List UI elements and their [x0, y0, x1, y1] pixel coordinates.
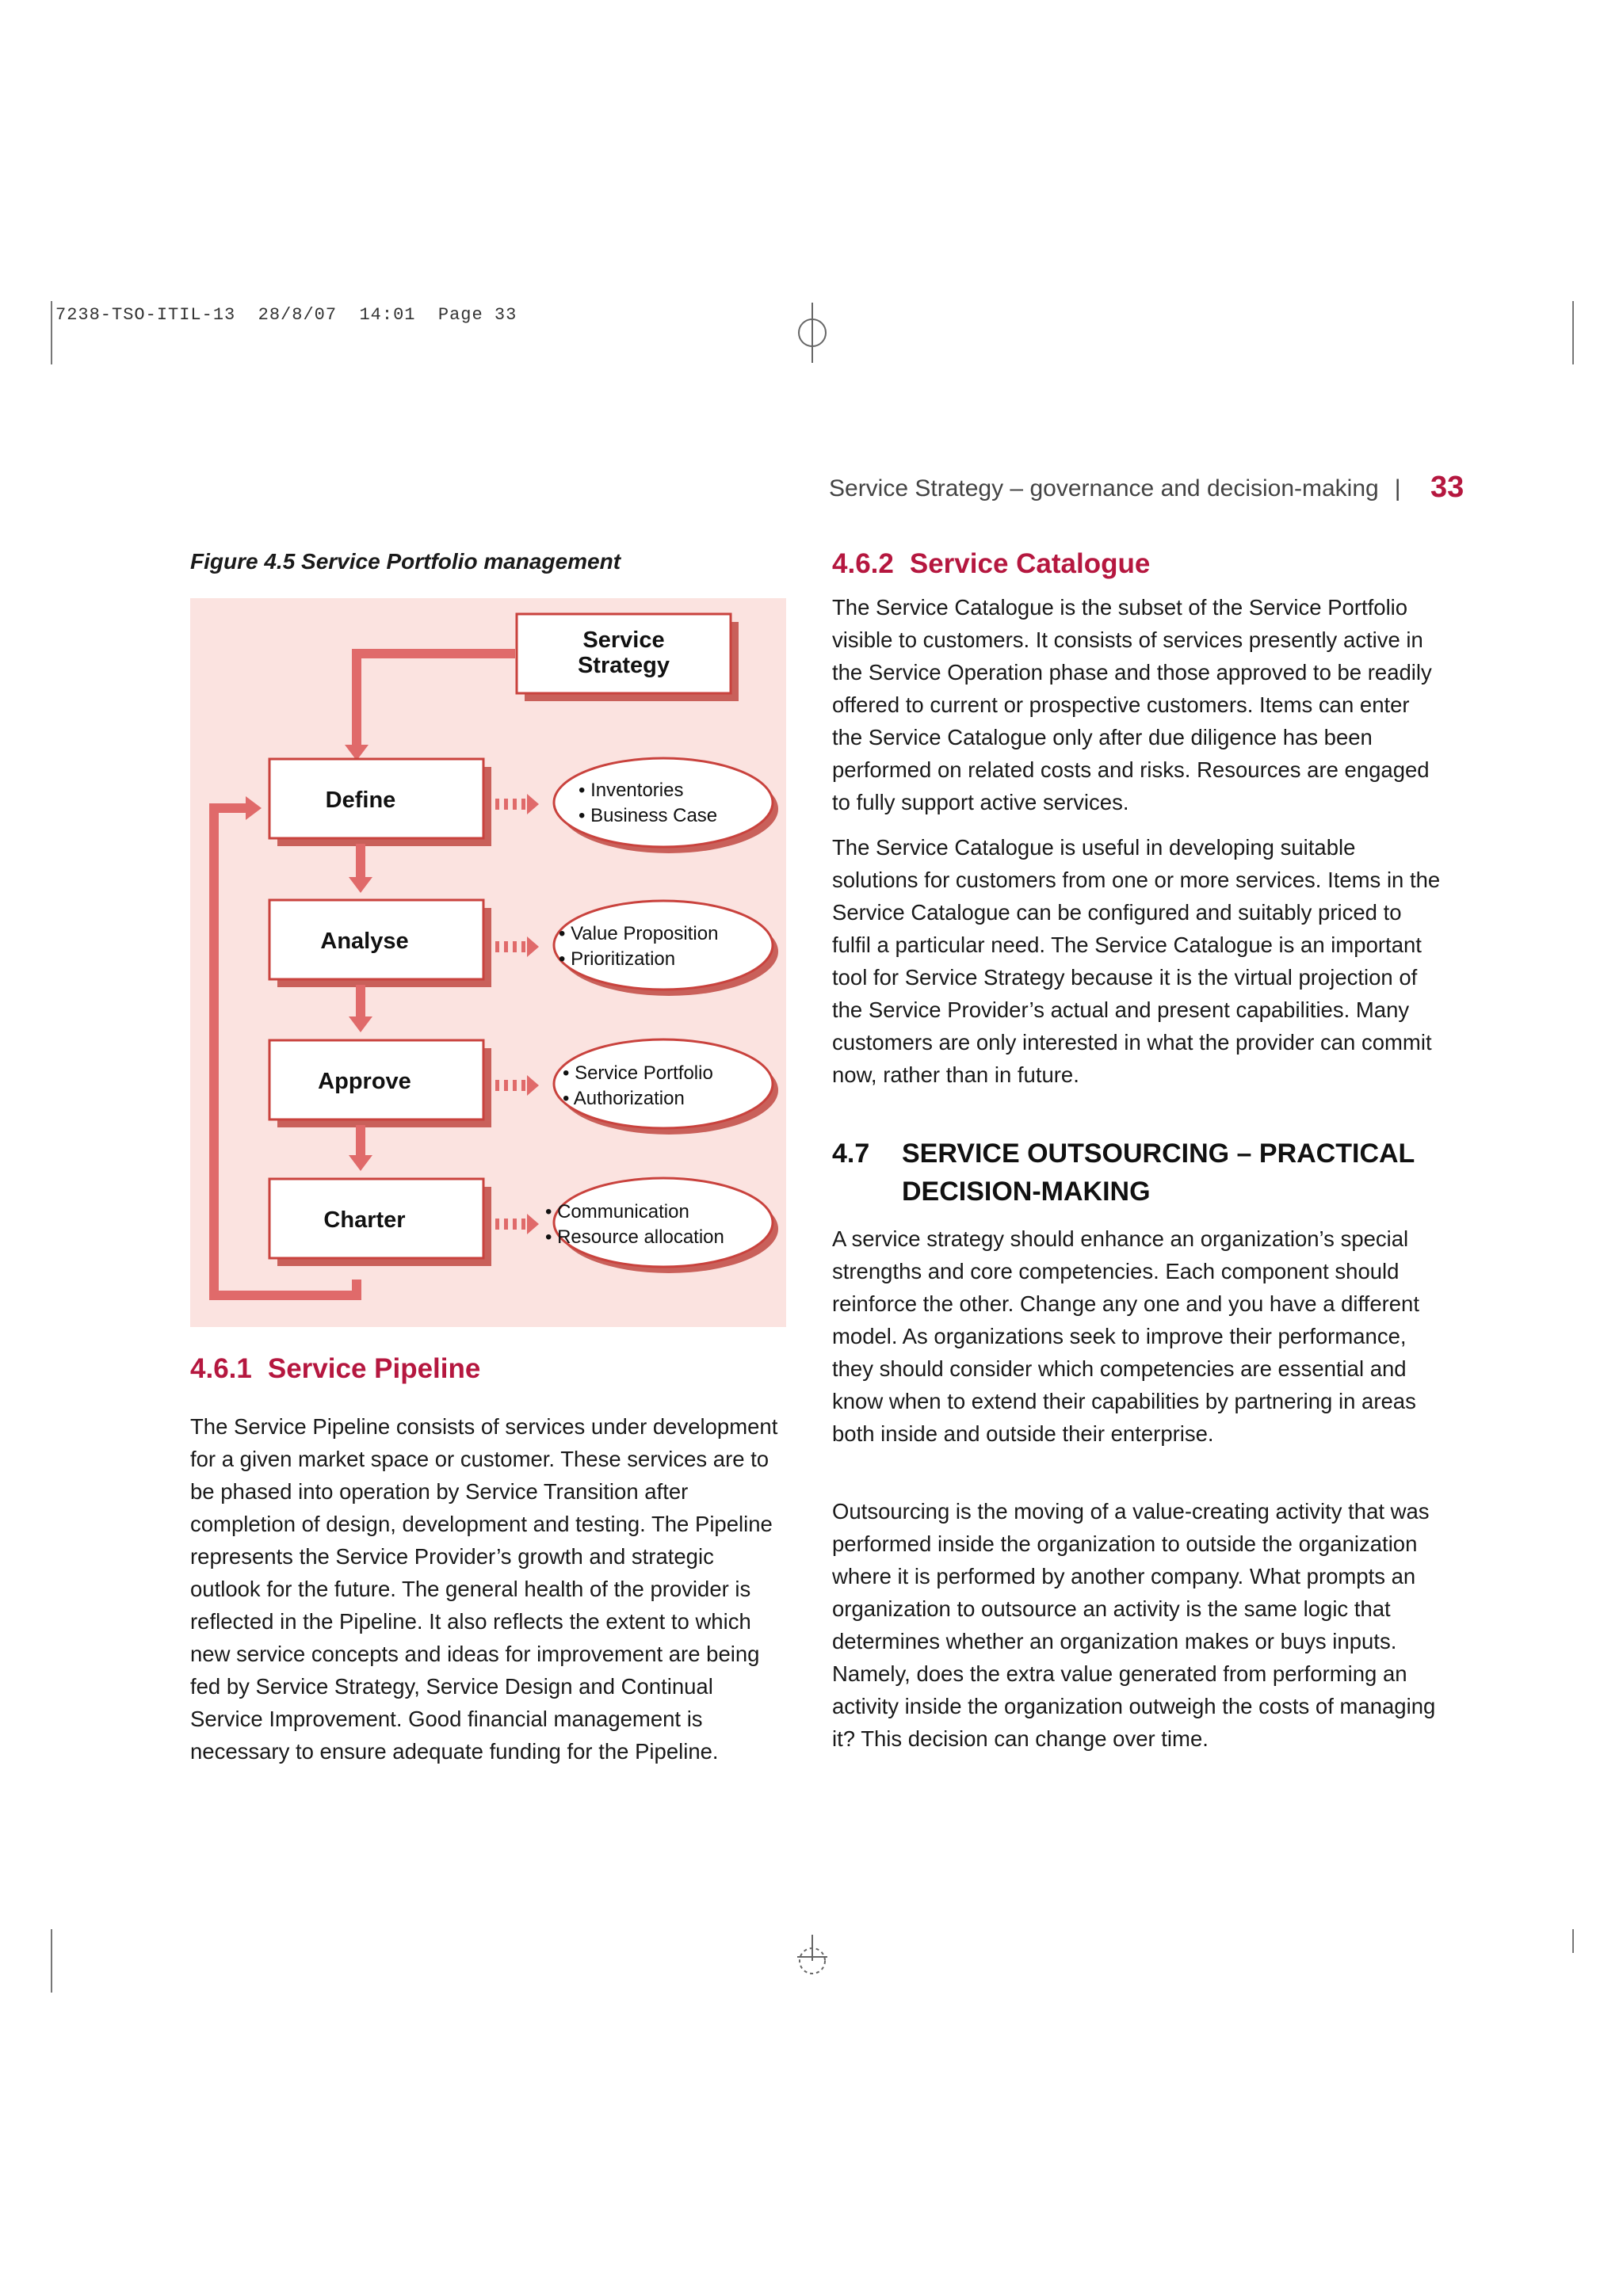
- running-head: [829, 475, 1468, 502]
- crop-mark-top-left: [51, 301, 52, 364]
- service-strategy-label-line2: Strategy: [577, 653, 670, 678]
- define-output-1: • Inventories: [579, 780, 684, 801]
- charter-output-1: • Communication: [545, 1201, 689, 1222]
- registration-mark-top: [792, 301, 832, 364]
- outsourcing-paragraph-2: Outsourcing is the moving of a value-creating activity that was performed inside the organization to outside the organization where it is performed by another company. What prompts an organization to outsource an activity is the same logic that determines whether an organization makes or buys inputs. Namely, does the extra value generated from performing an activity inside the organization outweigh the costs of managing it? This decision can change over time.: [832, 1499, 1436, 1751]
- diagram-svg: [190, 598, 786, 1327]
- charter-output-2: • Resource allocation: [545, 1226, 724, 1248]
- pipeline-paragraph: The Service Pipeline consists of services under development for a given market space or customer. These services are to be phased into operation by Service Transition after completion of design, development and testing. The Pipeline represents the Service Provider’s growth and strategic outlook for the future. The general health of the provider is reflected in the Pipeline. It also reflects the extent to which new service concepts and ideas for improvement are being fed by Service Strategy, Service Design and Continual Service Improvement. Good financial management is necessary to ensure adequate funding for the Pipeline.: [190, 1414, 778, 1764]
- charter-outputs-oval: [554, 1178, 773, 1267]
- analyse-output-1: • Value Proposition: [559, 923, 719, 944]
- section-heading-service-catalogue: [832, 548, 1150, 580]
- approve-label: Approve: [318, 1069, 411, 1094]
- step-charter: [269, 1179, 491, 1266]
- define-output-2: • Business Case: [579, 805, 718, 826]
- section-number: 4.6.1: [190, 1353, 252, 1384]
- section-title: SERVICE OUTSOURCING – PRACTICAL DECISION-MAKING: [902, 1138, 1415, 1207]
- section-number: 4.7: [832, 1138, 870, 1169]
- analyse-output-2: • Prioritization: [559, 948, 676, 970]
- approve-output-2: • Authorization: [563, 1088, 685, 1109]
- crop-mark-bottom-left: [51, 1929, 52, 1993]
- define-label: Define: [325, 788, 396, 813]
- approve-outputs-oval: [554, 1039, 773, 1128]
- crop-mark-top-right: [1572, 301, 1574, 364]
- section-heading-service-outsourcing: [832, 1135, 1450, 1211]
- catalogue-paragraph-1: The Service Catalogue is the subset of the Service Portfolio visible to customers. It consists of services presently active in the Service Operation phase and those approved to be readily offered to current or prospective customers. Items can enter the Service Catalogue only after due diligence has been performed on related costs and risks. Resources are engaged to fully support active services.: [832, 595, 1432, 814]
- section-heading-service-pipeline: [190, 1353, 480, 1385]
- analyse-label: Analyse: [320, 929, 409, 954]
- charter-label: Charter: [323, 1207, 406, 1233]
- print-slug-line: 7238-TSO-ITIL-13 28/8/07 14:01 Page 33: [55, 305, 517, 325]
- registration-mark-bottom: [792, 1933, 832, 1981]
- define-outputs-oval: [554, 758, 773, 847]
- catalogue-paragraph-2: The Service Catalogue is useful in developing suitable solutions for customers from one or more services. Items in the Service Catalogue can be configured and suitably priced to fulfil a particular need. The Service Catalogue is an important tool for Service Strategy because it is the virtual projection of the Service Provider’s actual and present capabilities. Many customers are only interested in what the provider can commit now, rather than in future.: [832, 835, 1441, 1087]
- section-number: 4.6.2: [832, 548, 894, 579]
- crop-mark-bottom-right: [1572, 1929, 1574, 1953]
- step-approve: [269, 1040, 491, 1127]
- section-title: Service Pipeline: [267, 1353, 481, 1384]
- step-define: [269, 759, 491, 846]
- page-number: 33: [1430, 471, 1465, 504]
- approve-output-1: • Service Portfolio: [563, 1062, 713, 1084]
- step-analyse: [269, 900, 491, 987]
- outsourcing-paragraph-1: A service strategy should enhance an organization’s special strengths and core competencies. Each component should reinforce the other. Change any one and you have a different model. As organizations seek to improve their performance, they should consider which competencies are essential and know when to extend their capabilities by partnering in areas both inside and outside their enterprise.: [832, 1226, 1419, 1446]
- section-title: Service Catalogue: [909, 548, 1151, 579]
- running-head-title: Service Strategy – governance and decision-making: [829, 475, 1379, 502]
- analyse-outputs-oval: [554, 901, 773, 990]
- running-head-separator: |: [1394, 475, 1401, 502]
- service-strategy-label-line1: Service: [582, 627, 665, 653]
- figure-caption: Figure 4.5 Service Portfolio management: [190, 549, 621, 574]
- service-portfolio-diagram: [190, 598, 786, 1327]
